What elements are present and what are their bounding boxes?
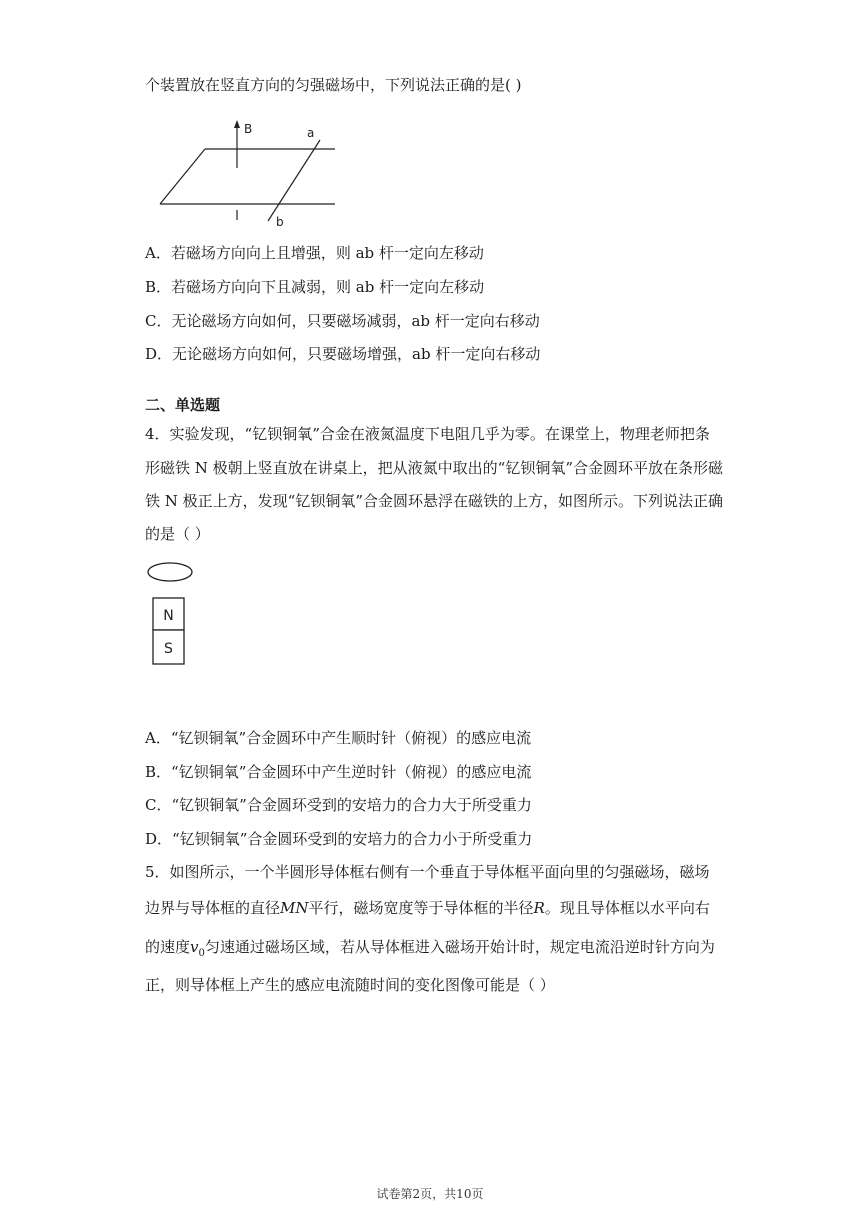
q3-option-a: A．若磁场方向向上且增强，则 ab 杆一定向左移动 <box>145 244 484 262</box>
q5-stem-line-1: 5．如图所示，一个半圆形导体框右侧有一个垂直于导体框平面向里的匀强磁场，磁场 <box>145 863 710 881</box>
q3-option-b: B．若磁场方向向下且减弱，则 ab 杆一定向左移动 <box>145 278 485 296</box>
q4-option-b: B．“钇钡铜氧”合金圆环中产生逆时针（俯视）的感应电流 <box>145 763 532 781</box>
q3-option-d: D．无论磁场方向如何，只要磁场增强，ab 杆一定向右移动 <box>145 345 541 363</box>
q3-rail-figure <box>155 118 355 238</box>
q5-line3-pre: 的速度 <box>145 938 191 956</box>
page-footer: 试卷第2页，共10页 <box>376 1187 484 1201</box>
q4-magnet-figure <box>145 560 205 670</box>
q3-stem-tail: 个装置放在竖直方向的匀强磁场中，下列说法正确的是( ) <box>145 76 522 94</box>
q4-stem-line-4: 的是（ ） <box>145 525 210 543</box>
rail-left-slant <box>160 149 205 204</box>
q4-option-a: A．“钇钡铜氧”合金圆环中产生顺时针（俯视）的感应电流 <box>145 729 532 747</box>
q3-option-c: C．无论磁场方向如何，只要磁场减弱，ab 杆一定向右移动 <box>145 312 540 330</box>
pole-label-s: S <box>164 641 173 657</box>
q5-line2-post: 。现且导体框以水平向右 <box>544 899 710 917</box>
q5-symbol-r: R <box>533 899 545 917</box>
section-title: 二、单选题 <box>145 396 221 414</box>
q4-option-c: C．“钇钡铜氧”合金圆环受到的安培力的合力大于所受重力 <box>145 796 532 814</box>
q4-option-d: D．“钇钡铜氧”合金圆环受到的安培力的合力小于所受重力 <box>145 830 533 848</box>
q5-line3-post: 匀速通过磁场区域，若从导体框进入磁场开始计时，规定电流沿逆时针方向为 <box>204 938 715 956</box>
q5-stem-line-2 <box>145 897 710 918</box>
rod-ab <box>268 140 320 221</box>
rod-label-a: a <box>307 126 315 140</box>
q5-stem-line-4: 正，则导体框上产生的感应电流随时间的变化图像可能是（ ） <box>145 976 555 994</box>
q5-line2-mid: 平行，磁场宽度等于导体框的半径 <box>308 899 534 917</box>
q5-line2-pre: 边界与导体框的直径 <box>145 899 281 917</box>
q4-stem-line-2: 形磁铁 N 极朝上竖直放在讲桌上，把从液氮中取出的“钇钡铜氧”合金圆环平放在条形磁 <box>145 459 724 477</box>
q5-symbol-mn: MN <box>280 899 309 917</box>
superconducting-ring <box>148 563 192 581</box>
field-arrow-head <box>234 120 240 128</box>
q4-stem-line-3: 铁 N 极正上方，发现“钇钡铜氧”合金圆环悬浮在磁铁的上方，如图所示。下列说法正确 <box>145 492 724 510</box>
rod-label-b: b <box>276 215 284 229</box>
q5-symbol-v-sub: 0 <box>198 948 205 959</box>
q5-stem-line-3 <box>145 936 715 959</box>
field-label-b: B <box>244 122 253 136</box>
q4-stem-line-1: 4．实验发现，“钇钡铜氧”合金在液氮温度下电阻几乎为零。在课堂上，物理老师把条 <box>145 425 710 443</box>
pole-label-n: N <box>163 608 174 624</box>
q5-symbol-v: v <box>190 938 199 956</box>
